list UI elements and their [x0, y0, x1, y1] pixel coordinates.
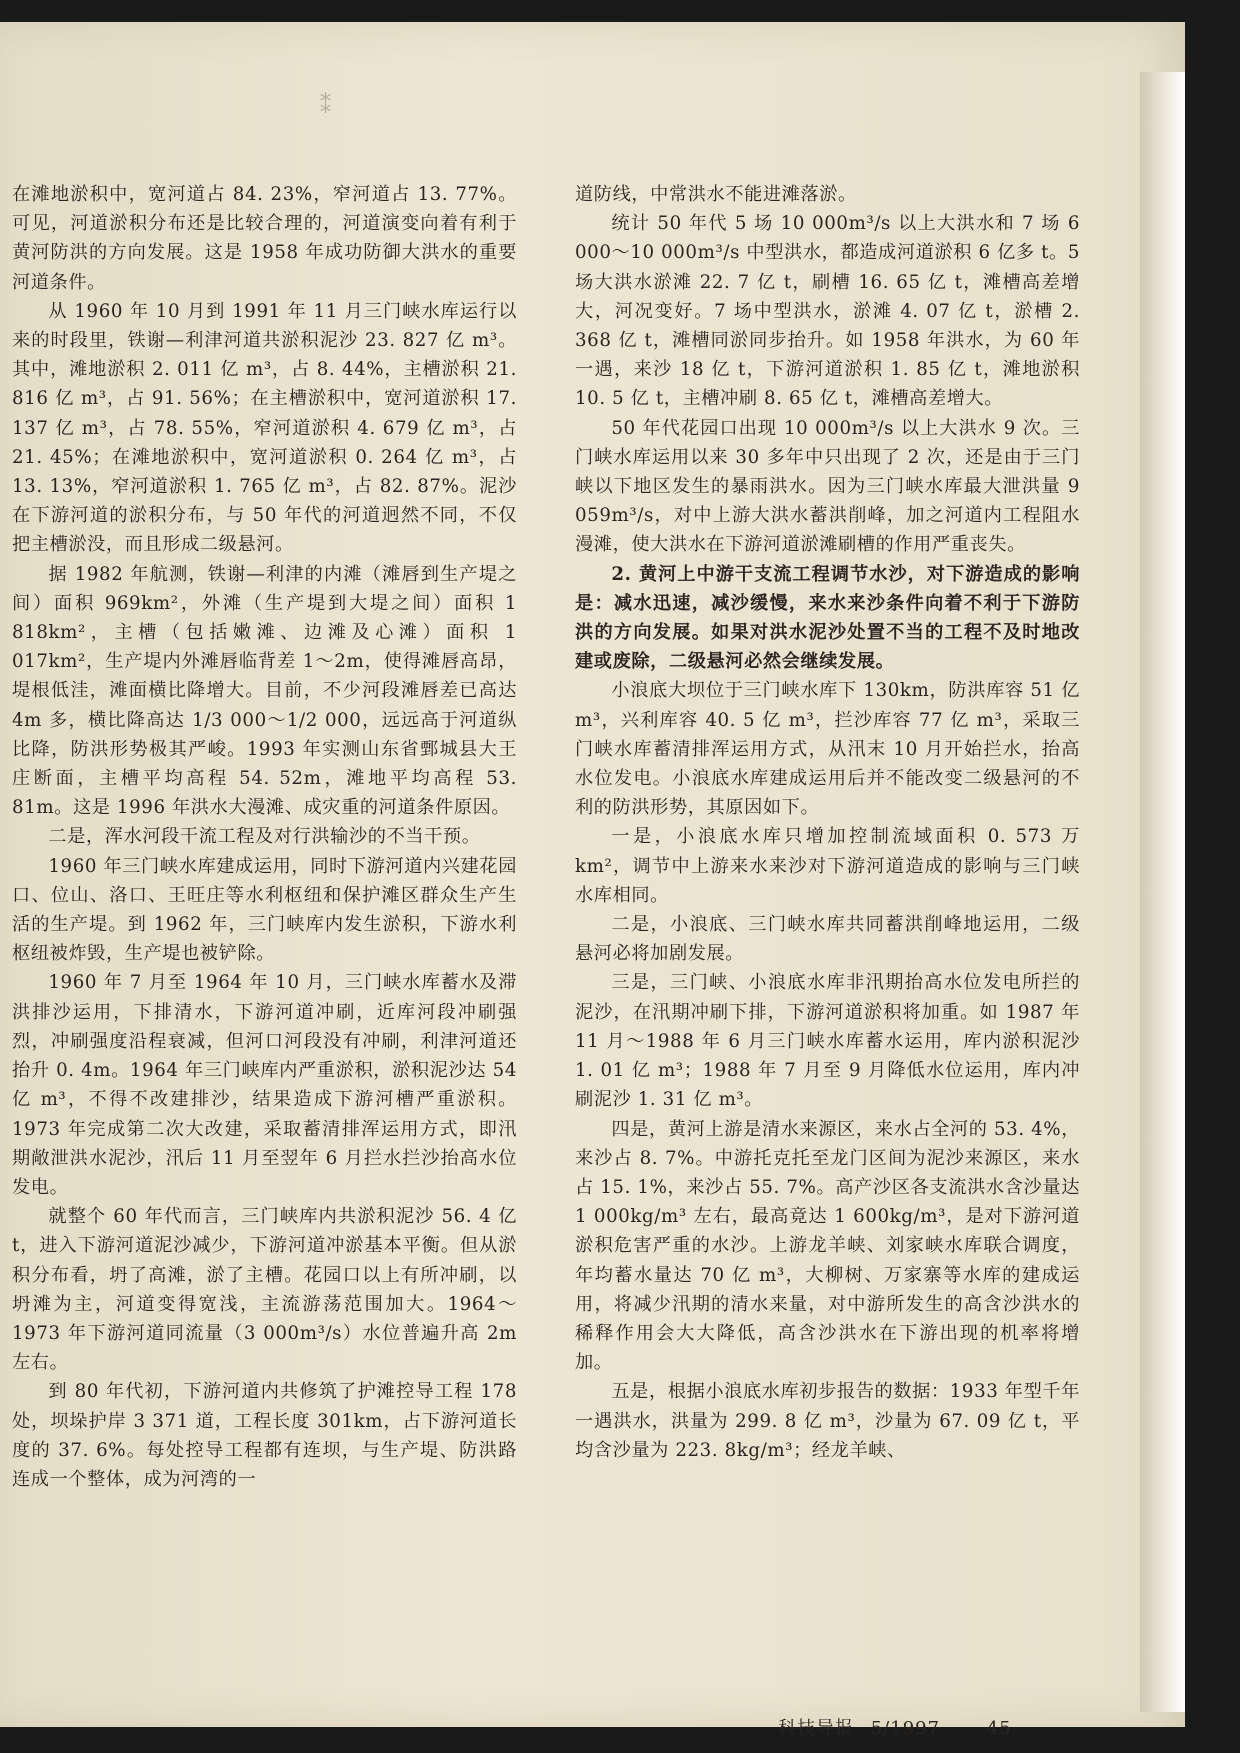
scanned-page [0, 22, 1185, 1739]
scan-mark: ⁑ [320, 94, 331, 119]
paragraph: 2. 黄河上中游干支流工程调节水沙，对下游造成的影响是：减水迅速，减沙缓慢，来水来沙条件向着不利于下游防洪的方向发展。如果对洪水泥沙处置不当的工程不及时地改建或废除，二级悬河必然会继续发展。 [575, 563, 1080, 673]
paragraph: 道防线，中常洪水不能进滩落淤。 [575, 184, 857, 205]
paragraph: 据 1982 年航测，铁谢—利津的内滩（滩唇到生产堤之间）面积 969km²，外滩（生产堤到大堤之间）面积 1 818km²，主槽（包括嫩滩、边滩及心滩）面积 1 017km²，生产堤内外滩唇临背差 1～2m，使得滩唇高昂，堤根低洼，滩面横比降增大。目前，不少河段滩唇差已高达 4m 多，横比降高达 1/3 000～1/2 000，远远高于河道纵比降，防洪形势极其严峻。1993 年实测山东省鄄城县大王庄断面，主槽平均高程 54. 52m，滩地平均高程 53. 81m。这是 1996 年洪水大漫滩、成灾重的河道条件原因。 [12, 563, 517, 819]
paragraph: 1960 年 7 月至 1964 年 10 月，三门峡水库蓄水及滞洪排沙运用，下排清水，下游河道冲刷，近库河段冲刷强烈，冲刷强度沿程衰减，但河口河段没有冲刷，利津河道还抬升 0. 4m。1964 年三门峡库内严重淤积，淤积泥沙达 54 亿 m³，不得不改建排沙，结果造成下游河槽严重淤积。1973 年完成第二次大改建，采取蓄清排浑运用方式，即汛期敞泄洪水泥沙，汛后 11 月至翌年 6 月拦水拦沙抬高水位发电。 [12, 972, 517, 1198]
page-footer [778, 1714, 1022, 1740]
paragraph: 小浪底大坝位于三门峡水库下 130km，防洪库容 51 亿 m³，兴利库容 40. 5 亿 m³，拦沙库容 77 亿 m³，采取三门峡水库蓄清排浑运用方式，从汛末 10 月开始拦水，抬高水位发电。小浪底水库建成运用后并不能改变二级悬河的不利的防洪形势，其原因如下。 [575, 680, 1080, 819]
paragraph: 四是，黄河上游是清水来源区，来水占全河的 53. 4%，来沙占 8. 7%。中游托克托至龙门区间为泥沙来源区，来水占 15. 1%，来沙占 55. 7%。高产沙区各支流洪水含沙量达 1 000kg/m³ 左右，最高竟达 1 600kg/m³，是对下游河道淤积危害严重的水沙。上游龙羊峡、刘家峡水库联合调度，年均蓄水量达 70 亿 m³，大柳树、万家寨等水库的建成运用，将减少汛期的清水来量，对中游所发生的高含沙洪水的稀释作用会大大降低，高含沙洪水在下游出现的机率将增加。 [575, 1118, 1080, 1374]
right-column [575, 180, 1080, 1465]
issue-number: 5/1997 [870, 1718, 941, 1739]
journal-name: 科技导报 [778, 1718, 854, 1739]
page-edge [1140, 72, 1185, 1712]
paragraph: 一是，小浪底水库只增加控制流域面积 0. 573 万 km²，调节中上游来水来沙对下游河道造成的影响与三门峡水库相同。 [575, 826, 1080, 906]
paragraph: 1960 年三门峡水库建成运用，同时下游河道内兴建花园口、位山、洛口、王旺庄等水利枢纽和保护滩区群众生产生活的生产堤。到 1962 年，三门峡库内发生淤积，下游水利枢纽被炸毁，生产堤也被铲除。 [12, 855, 517, 965]
paragraph: 统计 50 年代 5 场 10 000m³/s 以上大洪水和 7 场 6 000～10 000m³/s 中型洪水，都造成河道淤积 6 亿多 t。5 场大洪水淤滩 22. 7 亿 t，刷槽 16. 65 亿 t，滩槽高差增大，河况变好。7 场中型洪水，淤滩 4. 07 亿 t，淤槽 2. 368 亿 t，滩槽同淤同步抬升。如 1958 年洪水，为 60 年一遇，来沙 18 亿 t，下游河道淤积 1. 85 亿 t，滩地淤积 10. 5 亿 t，主槽冲刷 8. 65 亿 t，滩槽高差增大。 [575, 213, 1080, 410]
paragraph: 50 年代花园口出现 10 000m³/s 以上大洪水 9 次。三门峡水库运用以来 30 多年中只出现了 2 次，还是由于三门峡以下地区发生的暴雨洪水。因为三门峡水库最大泄洪量 9 059m³/s，对中上游大洪水蓄洪削峰，加之河道内工程阻水漫滩，使大洪水在下游河道淤滩刷槽的作用严重丧失。 [575, 417, 1080, 556]
left-column [12, 180, 517, 1494]
paragraph: 到 80 年代初，下游河道内共修筑了护滩控导工程 178 处，坝垛护岸 3 371 道，工程长度 301km，占下游河道长度的 37. 6%。每处控导工程都有连坝，与生产堤、防洪路连成一个整体，成为河湾的一 [12, 1381, 517, 1490]
paragraph: 三是，三门峡、小浪底水库非汛期抬高水位发电所拦的泥沙，在汛期冲刷下排，下游河道淤积将加重。如 1987 年 11 月～1988 年 6 月三门峡水库蓄水运用，库内淤积泥沙 1. 01 亿 m³；1988 年 7 月至 9 月降低水位运用，库内冲刷泥沙 1. 31 亿 m³。 [575, 972, 1080, 1111]
page-number: 45 [986, 1718, 1012, 1739]
paragraph: 二是，小浪底、三门峡水库共同蓄洪削峰地运用，二级悬河必将加剧发展。 [575, 914, 1080, 965]
paragraph: 就整个 60 年代而言，三门峡库内共淤积泥沙 56. 4 亿 t，进入下游河道泥沙减少，下游河道冲淤基本平衡。但从淤积分布看，坍了高滩，淤了主槽。花园口以上有所冲刷，以坍滩为主，河道变得宽浅，主流游荡范围加大。1964～1973 年下游河道同流量（3 000m³/s）水位普遍升高 2m 左右。 [12, 1206, 517, 1374]
paragraph: 五是，根据小浪底水库初步报告的数据：1933 年型千年一遇洪水，洪量为 299. 8 亿 m³，沙量为 67. 09 亿 t，平均含沙量为 223. 8kg/m³；经龙羊峡、 [575, 1381, 1080, 1461]
paragraph: 二是，浑水河段干流工程及对行洪输沙的不当干预。 [48, 826, 481, 848]
paragraph: 从 1960 年 10 月到 1991 年 11 月三门峡水库运行以来的时段里，铁谢—利津河道共淤积泥沙 23. 827 亿 m³。其中，滩地淤积 2. 011 亿 m³，占 8. 44%，主槽淤积 21. 816 亿 m³，占 91. 56%；在主槽淤积中，宽河道淤积 17. 137 亿 m³，占 78. 55%，窄河道淤积 4. 679 亿 m³，占 21. 45%；在滩地淤积中，宽河道淤积 0. 264 亿 m³，占 13. 13%，窄河道淤积 1. 765 亿 m³，占 82. 87%。泥沙在下游河道的淤积分布，与 50 年代的河道迥然不同，不仅把主槽淤没，而且形成二级悬河。 [12, 300, 517, 556]
paragraph: 在滩地淤积中，宽河道占 84. 23%，窄河道占 13. 77%。可见，河道淤积分布还是比较合理的，河道演变向着有利于黄河防洪的方向发展。这是 1958 年成功防御大洪水的重要河道条件。 [12, 184, 517, 293]
